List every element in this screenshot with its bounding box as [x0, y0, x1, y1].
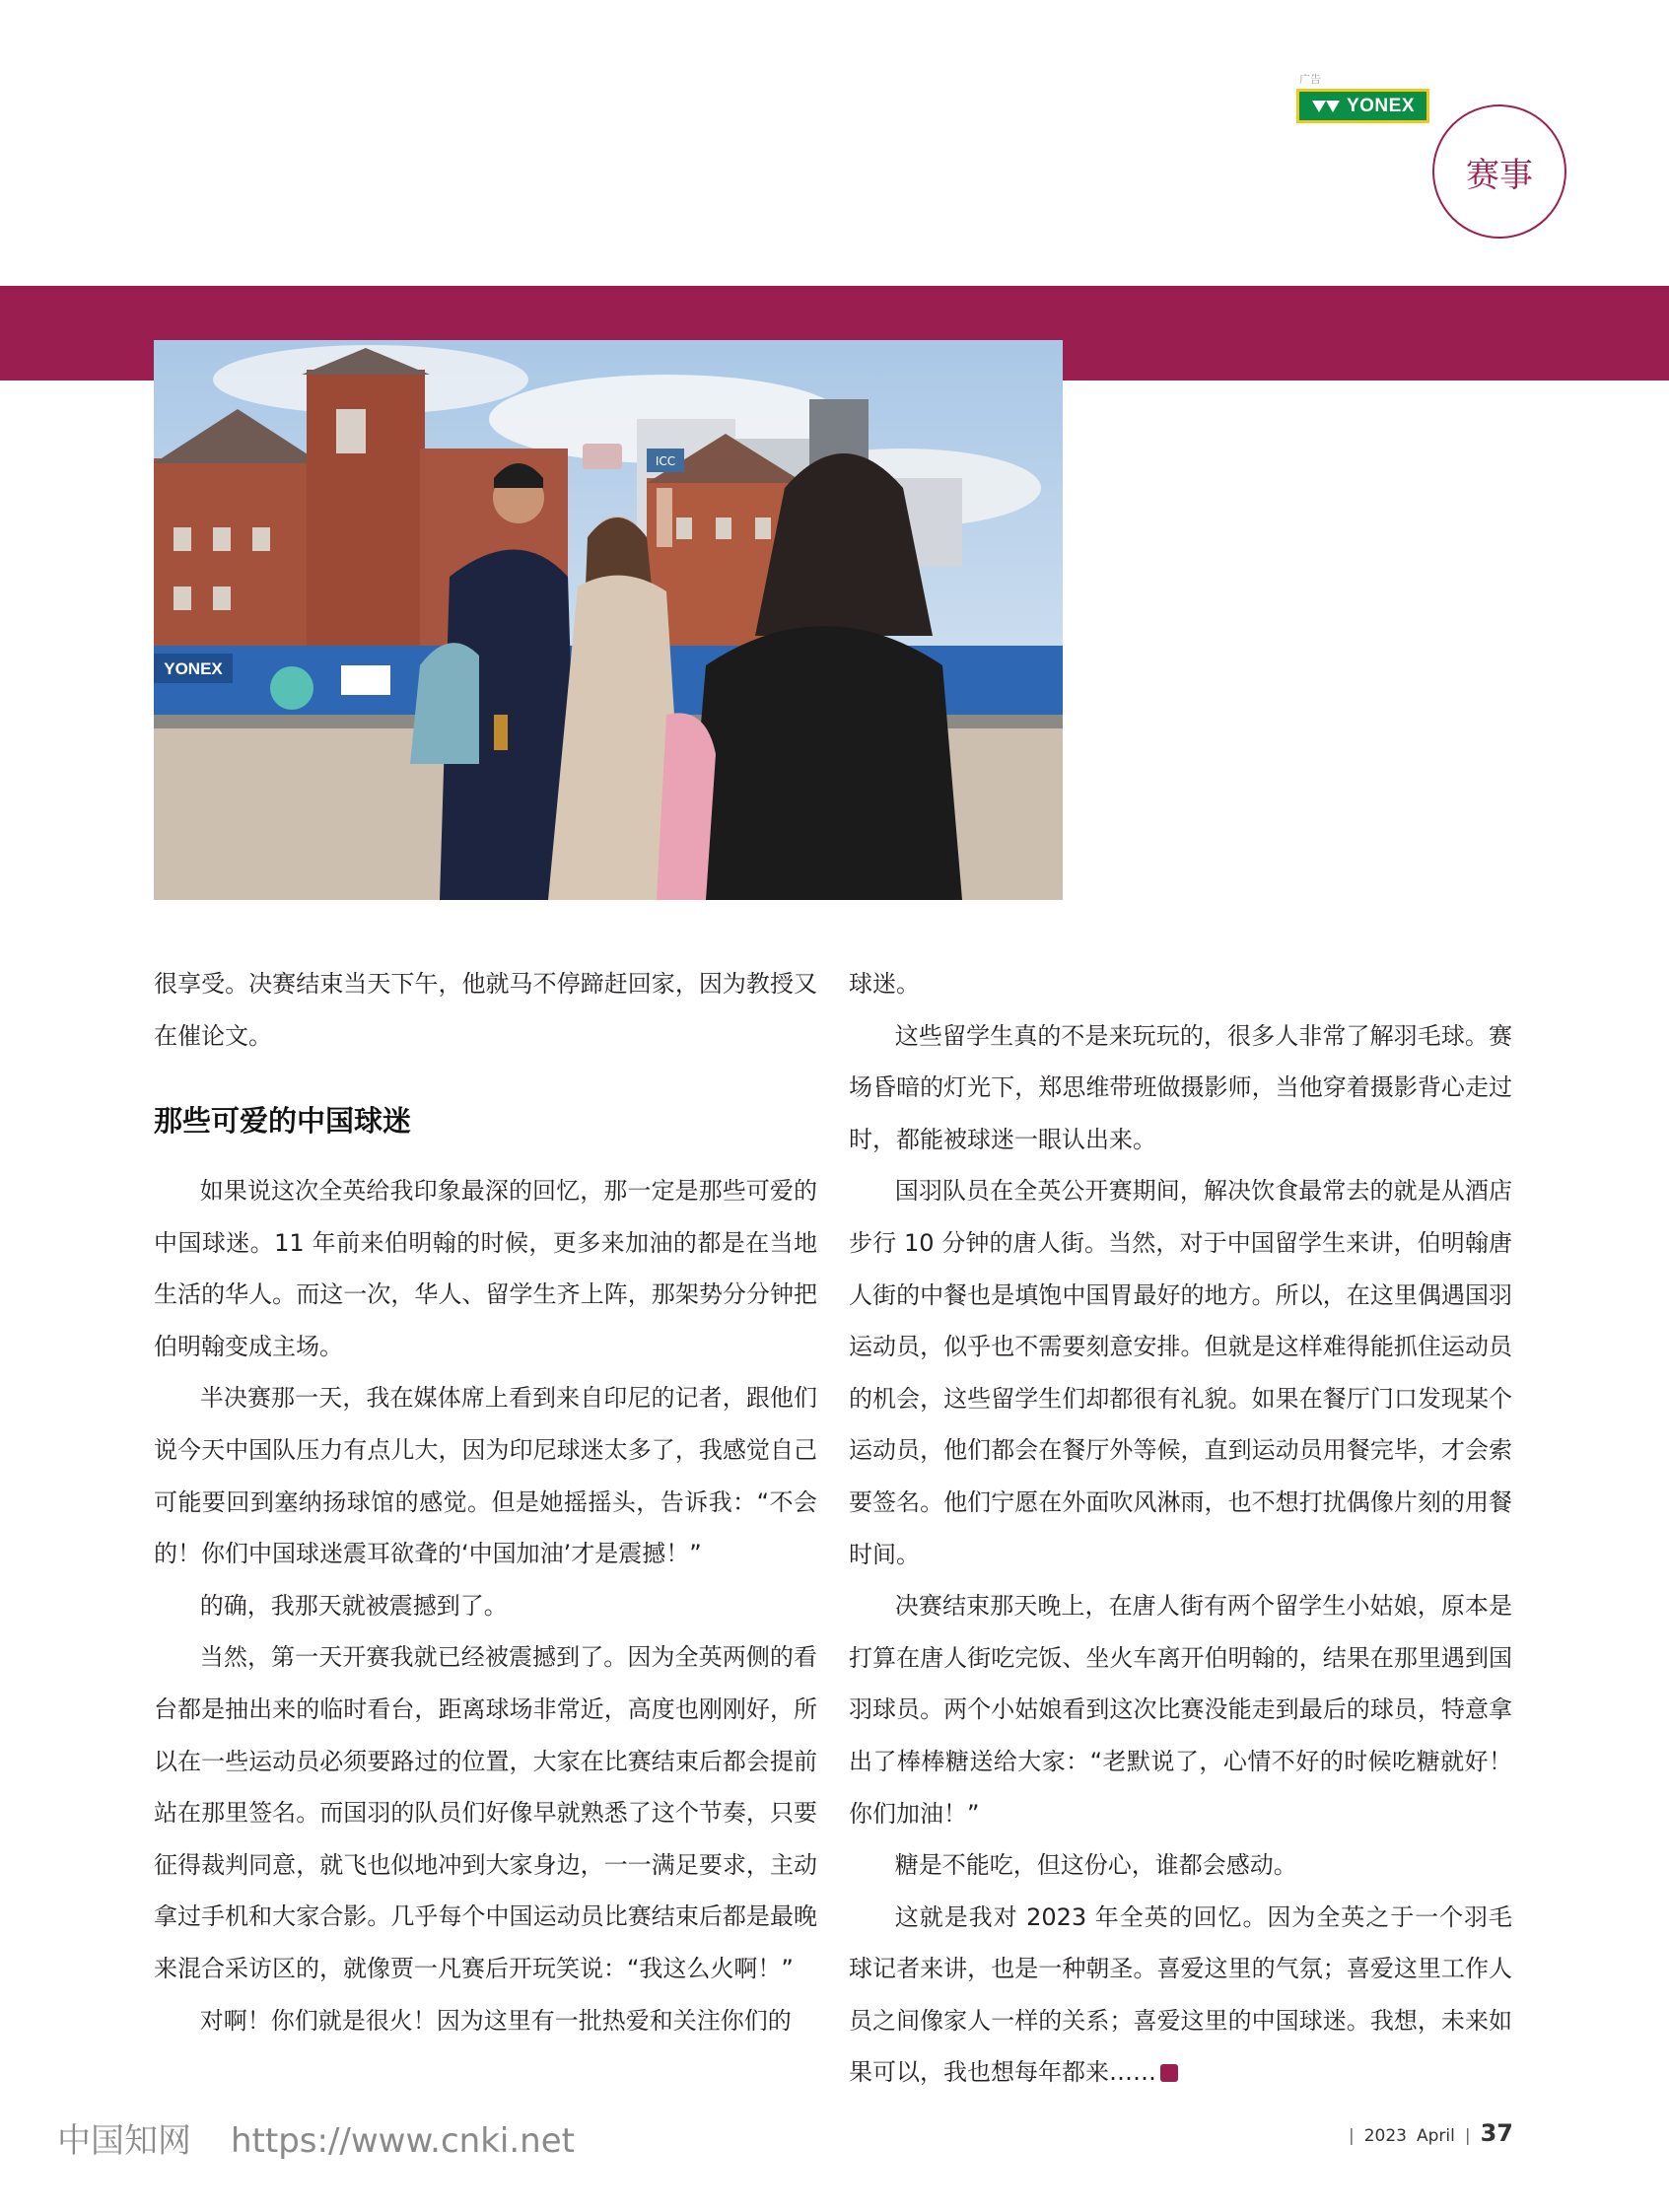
footer-year: 2023 — [1363, 2126, 1407, 2146]
section-label: 赛事 — [1432, 104, 1566, 239]
yonex-logo — [1296, 89, 1429, 123]
left-column — [154, 958, 817, 1062]
footer-separator: | — [1464, 2126, 1471, 2146]
page-number: 37 — [1480, 2119, 1513, 2147]
watermark-url: https://www.cnki.net — [231, 2121, 575, 2161]
left-intro-paragraph: 很享受。决赛结束当天下午，他就马不停蹄赶回家，因为教授又在催论文。 — [154, 970, 817, 1050]
street-photo-image — [154, 340, 1063, 900]
watermark-brand: 中国知网 — [57, 2121, 191, 2161]
right-paragraph: 糖是不能吃，但这份心，谁都会感动。 — [894, 1851, 1297, 1880]
left-paragraph: 如果说这次全英给我印象最深的回忆，那一定是那些可爱的中国球迷。11 年前来伯明翰的时候，更多来加油的都是在当地生活的华人。而这一次，华人、留学生齐上阵，那架势分分钟把伯明翰变成主场。 — [154, 1177, 817, 1360]
left-paragraph: 当然，第一天开赛我就已经被震撼到了。因为全英两侧的看台都是抽出来的临时看台，距离球场非常近，高度也刚刚好，所以在一些运动员必须要路过的位置，大家在比赛结束后都会提前站在那里签名。而国羽的队员们好像早就熟悉了这个节奏，只要征得裁判同意，就飞也似地冲到大家身边，一一满足要求，主动拿过手机和大家合影。几乎每个中国运动员比赛结束后都是最晚来混合采访区的，就像贾一凡赛后开玩笑说：“我这么火啊！” — [154, 1643, 817, 1982]
right-paragraph: 这些留学生真的不是来玩玩的，很多人非常了解羽毛球。赛场昏暗的灯光下，郑思维带班做摄影师，当他穿着摄影背心走过时，都能被球迷一眼认出来。 — [849, 1021, 1512, 1153]
logo-text: YONEX — [1346, 95, 1416, 116]
article-photo — [154, 340, 1063, 900]
icc-sign-text: ICC — [655, 454, 676, 468]
right-paragraph: 决赛结束那天晚上，在唐人街有两个留学生小姑娘，原本是打算在唐人街吃完饭、坐火车离开伯明翰的，结果在那里遇到国羽球员。两个小姑娘看到这次比赛没能走到最后的球员，特意拿出了棒棒糖送给大家：“老默说了，心情不好的时候吃糖就好！你们加油！” — [849, 1592, 1512, 1828]
right-lead-text: 球迷。 — [849, 970, 920, 998]
page-footer — [1349, 2119, 1513, 2147]
left-body — [154, 1165, 817, 2046]
right-paragraph-final — [849, 1892, 1512, 2099]
left-paragraph: 半决赛那一天，我在媒体席上看到来自印尼的记者，跟他们说今天中国队压力有点儿大，因为印尼球迷太多了，我感觉自己可能要回到塞纳扬球馆的感觉。但是她摇摇头，告诉我：“不会的！你们中国球迷震耳欲聋的‘中国加油’才是震撼！” — [154, 1384, 817, 1568]
banner-yonex-text: YONEX — [164, 659, 223, 678]
end-mark-icon — [1160, 2064, 1178, 2082]
footer-month: April — [1417, 2126, 1455, 2146]
section-heading: 那些可爱的中国球迷 — [154, 1104, 412, 1138]
footer-separator: | — [1349, 2126, 1355, 2146]
left-paragraph: 的确，我那天就被震撼到了。 — [199, 1591, 508, 1620]
yonex-logo-icon — [1311, 99, 1341, 114]
cnki-watermark — [57, 2113, 614, 2162]
right-final-text: 这就是我对 2023 年全英的回忆。因为全英之于一个羽毛球记者来讲，也是一种朝圣。喜爱这里的气氛；喜爱这里工作人员之间像家人一样的关系；喜爱这里的中国球迷。我想，未来如果可以，我也想每年都来…… — [849, 1902, 1512, 2087]
ad-tag: 广告 — [1299, 73, 1321, 86]
right-paragraph: 国羽队员在全英公开赛期间，解决饮食最常去的就是从酒店步行 10 分钟的唐人街。当然，对于中国留学生来讲，伯明翰唐人街的中餐也是填饱中国胃最好的地方。所以，在这里偶遇国羽运动员，似乎也不需要刻意安排。但就是这样难得能抓住运动员的机会，这些留学生们却都很有礼貌。如果在餐厅门口发现某个运动员，他们都会在餐厅外等候，直到运动员用餐完毕，才会索要签名。他们宁愿在外面吹风淋雨，也不想打扰偶像片刻的用餐时间。 — [849, 1177, 1512, 1568]
right-column — [849, 958, 1512, 2099]
left-paragraph: 对啊！你们就是很火！因为这里有一批热爱和关注你们的 — [199, 2006, 792, 2035]
